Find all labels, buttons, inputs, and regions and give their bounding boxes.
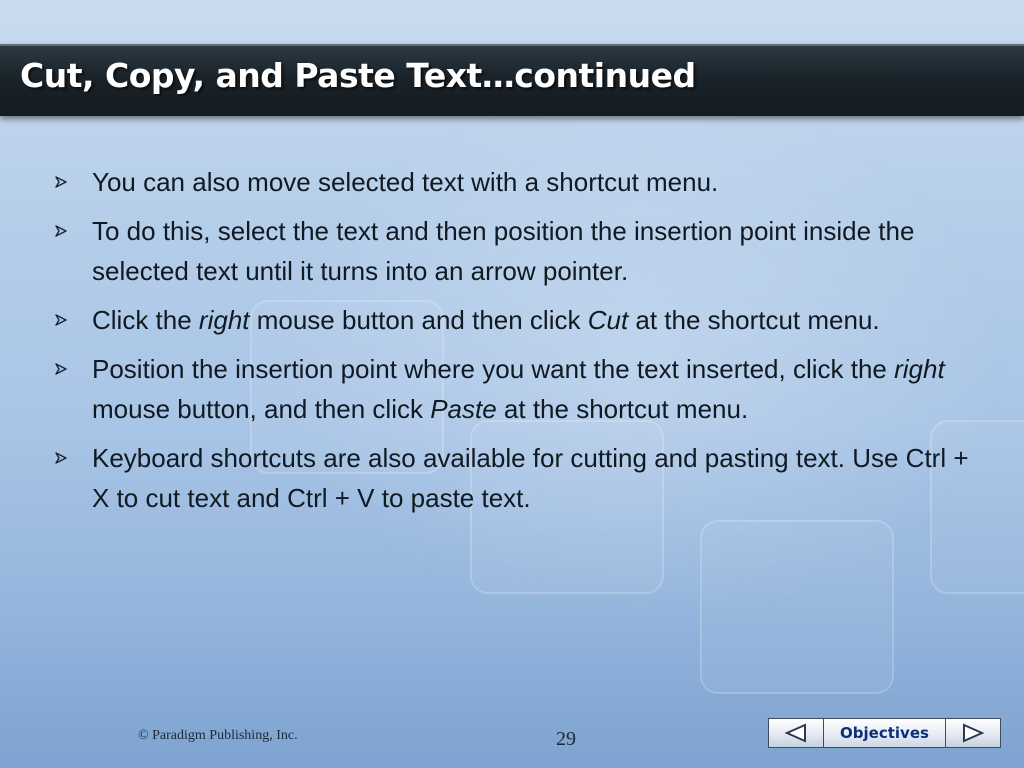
- bullet-list: [55, 162, 975, 527]
- arrowhead-bullet-icon: [55, 314, 67, 326]
- bullet-item: [55, 438, 975, 518]
- left-triangle-icon: [783, 723, 809, 743]
- page-number: 29: [556, 728, 576, 750]
- bullet-text: at the shortcut menu.: [628, 305, 880, 335]
- arrowhead-bullet-icon: [55, 452, 67, 464]
- bullet-text: Click the: [92, 305, 199, 335]
- background-key-decoration: [700, 520, 894, 694]
- bullet-text: mouse button and then click: [249, 305, 588, 335]
- bullet-item: [55, 349, 975, 429]
- emphasized-text: right: [894, 354, 945, 384]
- bullet-text: Position the insertion point where you want the text inserted, click the: [92, 354, 895, 384]
- bullet-text: mouse button, and then click: [92, 394, 431, 424]
- bullet-text: You can also move selected text with a shortcut menu.: [92, 167, 719, 197]
- bullet-item: [55, 300, 975, 340]
- bullet-item: [55, 162, 975, 202]
- navigation-bar: [768, 718, 1001, 748]
- arrowhead-bullet-icon: [55, 225, 67, 237]
- previous-button[interactable]: [768, 718, 824, 748]
- emphasized-text: Paste: [430, 394, 497, 424]
- copyright-text: © Paradigm Publishing, Inc.: [138, 728, 298, 743]
- slide-title: Cut, Copy, and Paste Text…continued: [20, 56, 696, 95]
- arrowhead-bullet-icon: [55, 363, 67, 375]
- emphasized-text: right: [198, 305, 250, 335]
- bullet-text: at the shortcut menu.: [496, 394, 749, 424]
- arrowhead-bullet-icon: [55, 176, 67, 188]
- bullet-text: To do this, select the text and then position the insertion point inside the selected text until it turns into an arrow pointer.: [92, 216, 915, 286]
- bullet-text: Keyboard shortcuts are also available for cutting and pasting text. Use Ctrl + X to cut text and Ctrl + V to paste text.: [92, 443, 969, 513]
- objectives-button[interactable]: Objectives: [824, 718, 945, 748]
- bullet-item: [55, 211, 975, 291]
- right-triangle-icon: [960, 723, 986, 743]
- next-button[interactable]: [945, 718, 1001, 748]
- emphasized-text: Cut: [587, 305, 629, 335]
